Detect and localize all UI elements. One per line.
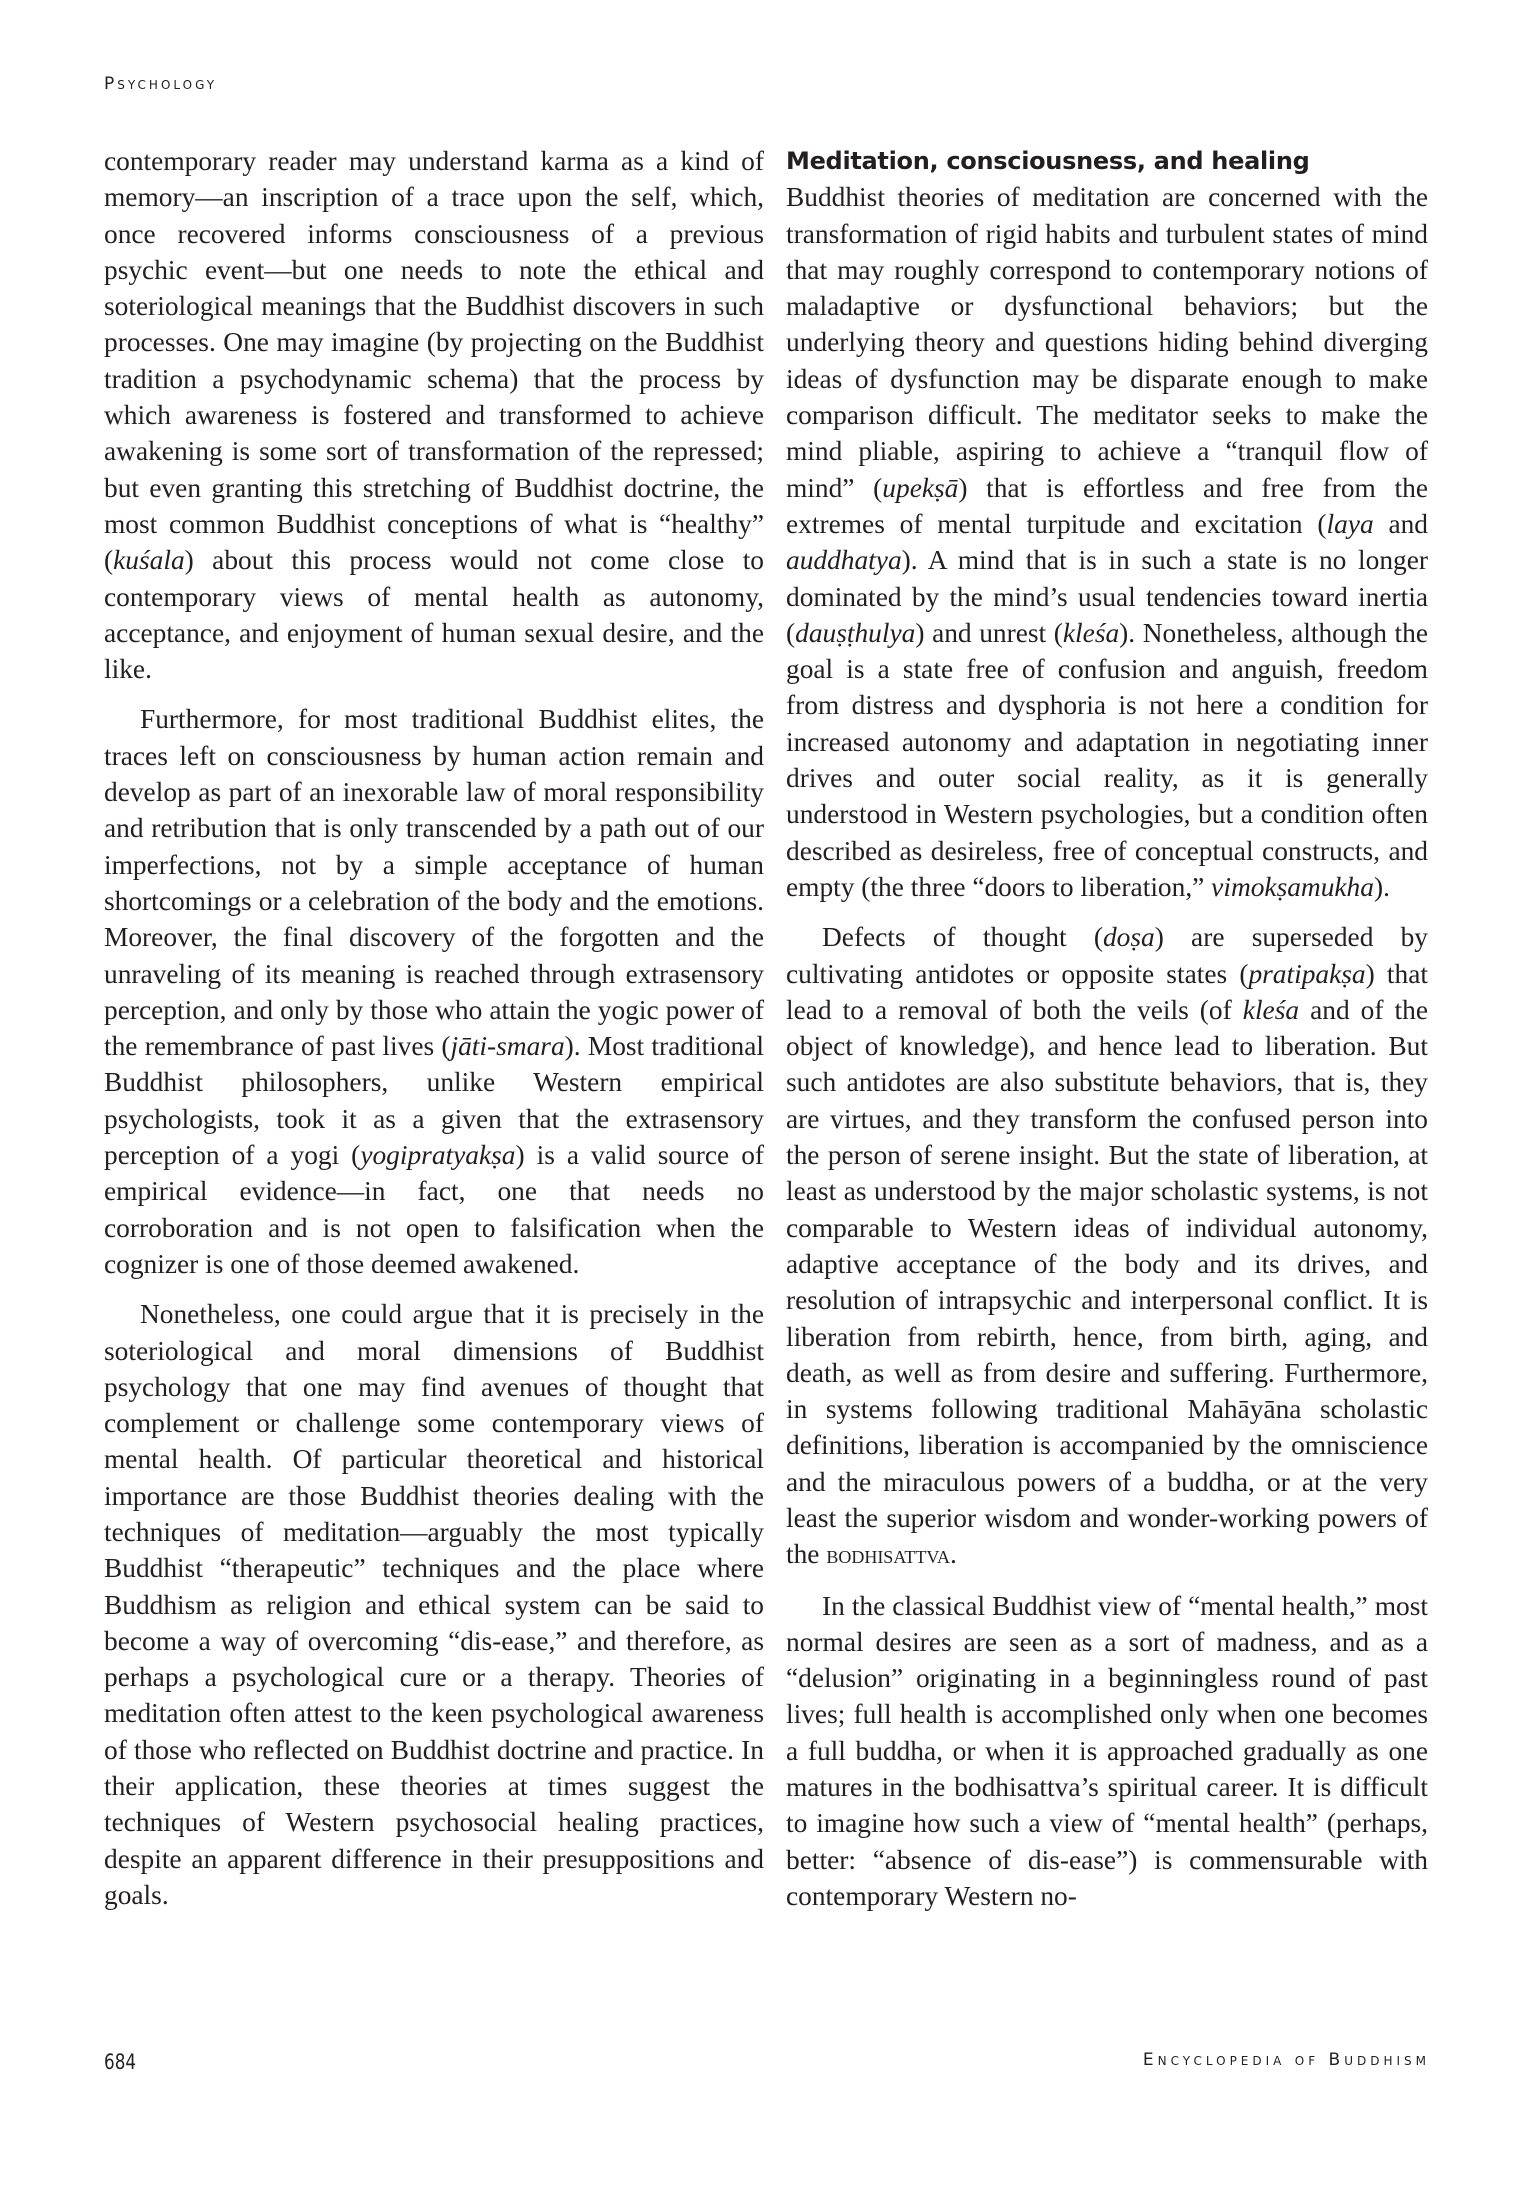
foreign-term: doṣa (1102, 922, 1155, 953)
foreign-term: kleśa (1242, 994, 1300, 1025)
paragraph: In the classical Buddhist view of “mental health,” most normal desires are seen as a sort of madness, and as a “delusion” originating in a beginningless round of past lives; full health is accomplished only when one becomes a full buddha, or when it is approached gradually as one matures in the bodhisattva’s spiritual career. It is difficult to imagine how such a view of “mental health” (perhaps, better: “absence of dis-ease”) is commensurable with contemporary Western no- (786, 1590, 1428, 1911)
foreign-term: upekṣā (882, 472, 959, 503)
foreign-term: jāti-smara (450, 1031, 565, 1062)
paragraph: Furthermore, for most traditional Buddhist elites, the traces left on consciousness by human action remain and develop as part of an inexorable law of moral responsibility and retribution that is only transcended by a path out of our imperfections, not by a simple acceptance of human shortcomings or a celebration of the body and the emotions. Moreover, the final discovery of the forgotten and the unraveling of its meaning is reached through extrasensory perception, and only by those who attain the yogic power of the remembrance of past lives (jāti-smara). Most traditional Buddhist philosophers, unlike Western empirical psychologists, took it as a given that the extrasensory perception of a yogi (yogipratyakṣa) is a valid source of empirical evidence—in fact, one that needs no corroboration and is not open to falsification when the cognizer is one of those deemed awakened. (104, 704, 765, 1279)
foreign-term: laya (1326, 508, 1374, 539)
foreign-term: dauṣṭhulya (795, 617, 916, 648)
section-heading: Meditation, consciousness, and healing (786, 147, 1310, 175)
right-column (786, 143, 1428, 1914)
foreign-term: yogipratyakṣa (360, 1140, 516, 1171)
left-column (104, 143, 764, 1913)
page-number: 684 (104, 2050, 137, 2074)
foreign-term: vimokṣamukha (1211, 871, 1374, 902)
cross-reference: bodhisattva (826, 1540, 950, 1570)
foreign-term: kleśa (1062, 617, 1120, 648)
paragraph: Buddhist theories of meditation are concerned with the transformation of rigid habits and turbulent states of mind that may roughly correspond to contemporary notions of maladaptive or dysfunctional behaviors; but the underlying theory and questions hiding behind diverging ideas of dysfunction may be disparate enough to make comparison difficult. The meditator seeks to make the mind pliable, aspiring to achieve a “tranquil flow of mind” (upekṣā) that is effortless and free from the extremes of mental turpitude and excitation (laya and auddhatya). A mind that is in such a state is no longer dominated by the mind’s usual tendencies toward inertia (dauṣṭhulya) and unrest (kleśa). Nonetheless, although the goal is a state free of confusion and anguish, freedom from distress and dysphoria is not here a condition for increased autonomy and adaptation in negotiating inner drives and outer social reality, as it is generally understood in Western psychologies, but a condition often described as desireless, free of conceptual constructs, and empty (the three “doors to liberation,” vimokṣamukha). (786, 182, 1428, 902)
paragraph: contemporary reader may understand karma as a kind of memory—an inscription of a trace upon the self, which, once recovered informs consciousness of a previous psychic event—but one needs to note the ethical and soteriological meanings that the Buddhist discovers in such processes. One may imagine (by projecting on the Buddhist tradition a psychodynamic schema) that the process by which awareness is fostered and transformed to achieve awakening is some sort of transformation of the repressed; but even granting this stretching of Buddhist doctrine, the most common Buddhist conceptions of what is “healthy” (kuśala) about this process would not come close to contemporary views of mental health as autonomy, acceptance, and enjoyment of human sexual desire, and the like. (104, 146, 764, 685)
book-title: Encyclopedia of Buddhism (1142, 2050, 1430, 2070)
foreign-term: auddhatya (786, 545, 902, 576)
paragraph: Defects of thought (doṣa) are superseded by cultivating antidotes or opposite states (pratipakṣa) that lead to a removal of both the veils (of kleśa and of the object of knowledge), and hence lead to liberation. But such antidotes are also substitute behaviors, that is, they are virtues, and they transform the confused person into the person of serene insight. But the state of liberation, at least as understood by the major scholastic systems, is not comparable to Western ideas of individual autonomy, adaptive acceptance of the body and its drives, and resolution of intrapsychic and interpersonal conflict. It is liberation from rebirth, hence, from birth, aging, and death, as well as from desire and suffering. Furthermore, in systems following traditional Mahāyāna scholastic definitions, liberation is accompanied by the omniscience and the miraculous powers of a buddha, or at the very least the superior wisdom and wonder-working powers of the bodhisattva. (786, 922, 1429, 1570)
running-head: Psychology (104, 74, 218, 94)
paragraph: Nonetheless, one could argue that it is precisely in the soteriological and moral dimensions of Buddhist psychology that one may find avenues of thought that complement or challenge some contemporary views of mental health. Of particular theoretical and historical importance are those Buddhist theories dealing with the techniques of meditation—arguably the most typically Buddhist “therapeutic” techniques and the place where Buddhism as religion and ethical system can be said to become a way of overcoming “dis-ease,” and therefore, as perhaps a psychological cure or a therapy. Theories of meditation often attest to the keen psychological awareness of those who reflected on Buddhist doctrine and practice. In their application, these theories at times suggest the techniques of Western psychosocial healing practices, despite an apparent difference in their presuppositions and goals. (104, 1299, 764, 1910)
foreign-term: kuśala (113, 545, 185, 576)
foreign-term: pratipakṣa (1248, 958, 1366, 989)
